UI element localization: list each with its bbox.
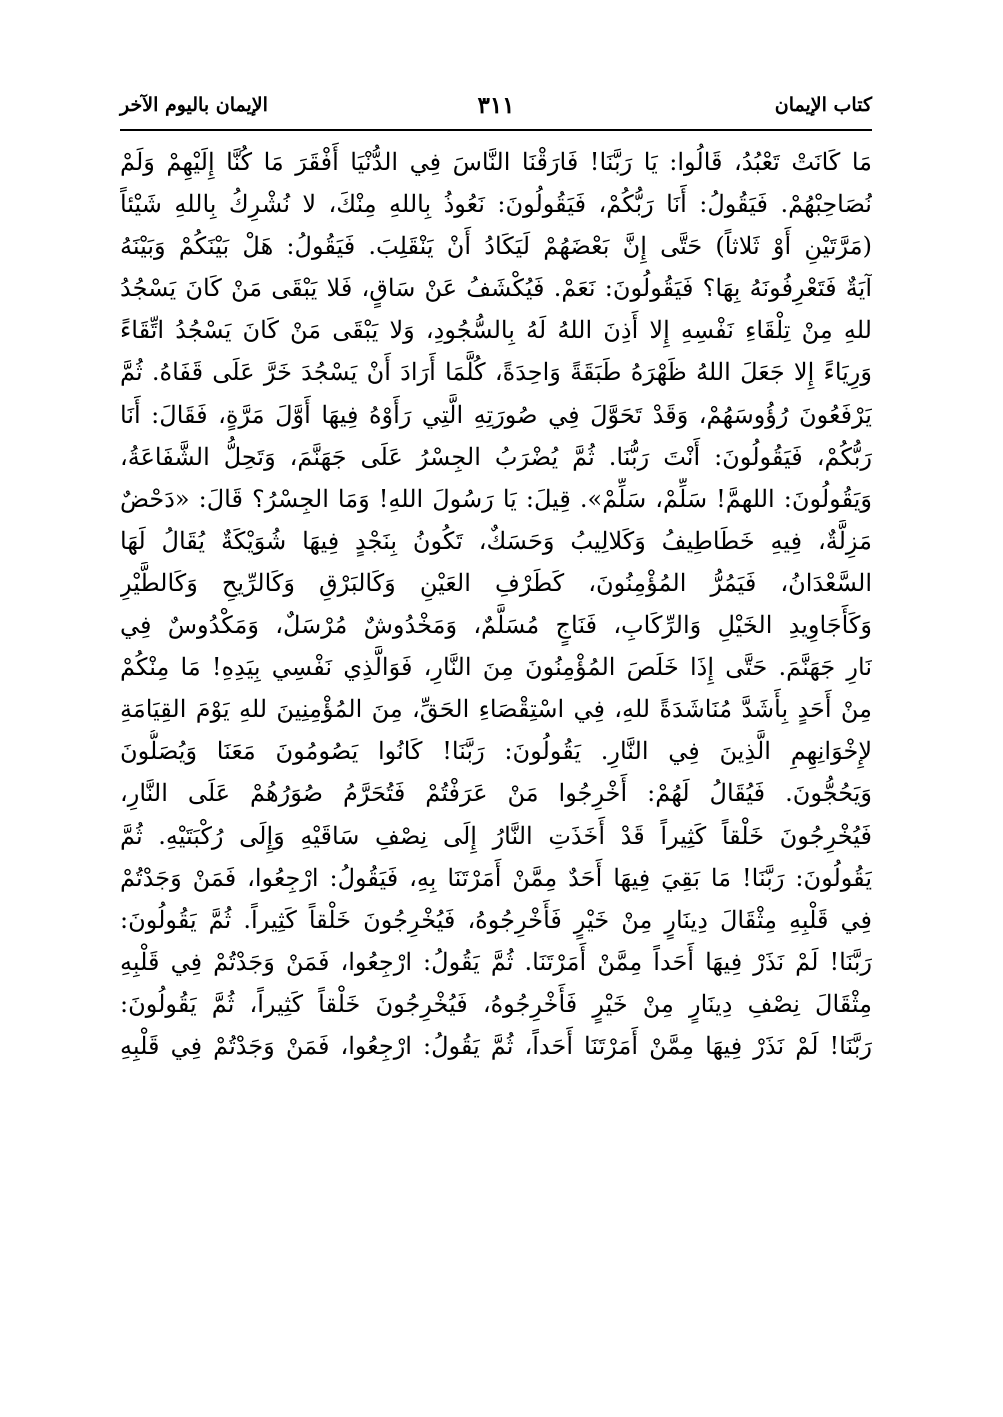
- header-chapter-title: الإيمان باليوم الآخر: [120, 94, 268, 116]
- text-line: رَبَّنَا! لَمْ نَذَرْ فِيهَا أَحَداً مِمَّنْ أَمَرْتَنَا. ثُمَّ يَقُولُ: ارْجِعُوا، فَمَنْ وَجَدْتُمْ فِي قَلْبِهِ: [120, 947, 872, 976]
- text-line: رَبَّنَا! لَمْ نَذَرْ فِيهَا مِمَّنْ أَمَرْتَنَا أَحَداً، ثُمَّ يَقُولُ: ارْجِعُوا، فَمَنْ وَجَدْتُمْ فِي قَلْبِهِ: [120, 1031, 872, 1060]
- body-text: [120, 141, 872, 1067]
- header-book-title: كتاب الإيمان: [774, 94, 872, 116]
- running-header: [120, 92, 872, 132]
- text-line: وَيَقُولُونَ: اللهمَّ! سَلِّمْ، سَلِّمْ». قِيلَ: يَا رَسُولَ اللهِ! وَمَا الجِسْرُ؟ قَالَ: «دَحْضٌ: [120, 484, 872, 513]
- text-line: مَزِلَّةٌ، فِيهِ خَطَاطِيفُ وَكَلالِيبُ وَحَسَكٌ، تَكُونُ بِنَجْدٍ فِيهَا شُوَيْكَةٌ يُقَالُ لَهَا: [120, 526, 872, 555]
- text-line: نَارِ جَهَنَّمَ. حَتَّى إِذَا خَلَصَ المُؤْمِنُونَ مِنَ النَّارِ، فَوَالَّذِي نَفْسِي بِيَدِهِ! مَا مِنْكُمْ: [120, 653, 872, 682]
- text-line: يَرْفَعُونَ رُؤُوسَهُمْ، وَقَدْ تَحَوَّلَ فِي صُورَتِهِ الَّتِي رَأَوْهُ فِيهَا أَوَّلَ مَرَّةٍ، فَقَالَ: أَنَا: [120, 400, 872, 429]
- text-line: مِنْ أَحَدٍ بِأَشَدَّ مُنَاشَدَةً للهِ، فِي اسْتِقْصَاءِ الحَقِّ، مِنَ المُؤْمِنِينَ للهِ يَوْمَ القِيَامَةِ: [120, 695, 872, 724]
- text-line: لإِخْوَانِهِمِ الَّذِينَ فِي النَّارِ. يَقُولُونَ: رَبَّنَا! كَانُوا يَصُومُونَ مَعَنَا وَيُصَلُّونَ: [120, 737, 872, 766]
- text-line: يَقُولُونَ: رَبَّنَا! مَا بَقِيَ فِيهَا أَحَدٌ مِمَّنْ أَمَرْتَنَا بِهِ، فَيَقُولُ: ارْجِعُوا، فَمَنْ وَجَدْتُمْ: [120, 863, 872, 892]
- text-line: نُصَاحِبْهُمْ. فَيَقُولُ: أَنَا رَبُّكُمْ، فَيَقُولُونَ: نَعُوذُ بِاللهِ مِنْكَ، لا نُشْرِكُ بِاللهِ شَيْئاً: [120, 190, 872, 219]
- text-line: آيَةٌ فَتَعْرِفُونَهُ بِهَا؟ فَيَقُولُونَ: نَعَمْ. فَيُكْشَفُ عَنْ سَاقٍ، فَلا يَبْقَى مَنْ كَانَ يَسْجُدُ: [120, 274, 872, 303]
- text-line: وَكَأَجَاوِيدِ الخَيْلِ وَالرِّكَابِ، فَنَاجٍ مُسَلَّمٌ، وَمَخْدُوشٌ مُرْسَلٌ، وَمَكْدُوسٌ فِي: [120, 611, 872, 640]
- text-line: السَّعْدَانُ، فَيَمُرُّ المُؤْمِنُونَ، كَطَرْفِ العَيْنِ وَكَالبَرْقِ وَكَالرِّيحِ وَكَالطَّيْرِ: [120, 568, 872, 597]
- text-line: للهِ مِنْ تِلْقَاءِ نَفْسِهِ إِلا أَذِنَ اللهُ لَهُ بِالسُّجُودِ، وَلا يَبْقَى مَنْ كَانَ يَسْجُدُ اتِّقَاءً: [120, 316, 872, 345]
- text-line: وَيَحُجُّونَ. فَيُقَالُ لَهُمْ: أَخْرِجُوا مَنْ عَرَفْتُمْ فَتُحَرَّمُ صُوَرُهُمْ عَلَى النَّارِ،: [120, 779, 872, 808]
- text-line: وَرِيَاءً إِلا جَعَلَ اللهُ ظَهْرَهُ طَبَقَةً وَاحِدَةً، كُلَّمَا أَرَادَ أَنْ يَسْجُدَ خَرَّ عَلَى قَفَاهُ. ثُمَّ: [120, 358, 872, 387]
- header-divider: [120, 129, 872, 131]
- text-line: رَبُّكُمْ، فَيَقُولُونَ: أَنْتَ رَبُّنَا. ثُمَّ يُضْرَبُ الجِسْرُ عَلَى جَهَنَّمَ، وَتَحِلُّ الشَّفَاعَةُ،: [120, 442, 872, 471]
- text-line: فِي قَلْبِهِ مِثْقَالَ دِينَارٍ مِنْ خَيْرٍ فَأَخْرِجُوهُ، فَيُخْرِجُونَ خَلْقاً كَثِيراً. ثُمَّ يَقُولُونَ:: [120, 905, 872, 934]
- text-line: (مَرَّتَيْنِ أَوْ ثَلاثاً) حَتَّى إِنَّ بَعْضَهُمْ لَيَكَادُ أَنْ يَنْقَلِبَ. فَيَقُولُ: هَلْ بَيْنَكُمْ وَبَيْنَهُ: [120, 232, 872, 261]
- text-line: مَا كَانَتْ تَعْبُدُ، قَالُوا: يَا رَبَّنَا! فَارَقْنَا النَّاسَ فِي الدُّنْيَا أَفْقَرَ مَا كُنَّا إِلَيْهِمْ وَلَمْ: [120, 148, 872, 176]
- text-line: فَيُخْرِجُونَ خَلْقاً كَثِيراً قَدْ أَخَذَتِ النَّارُ إِلَى نِصْفِ سَاقَيْهِ وَإِلَى رُكْبَتَيْهِ. ثُمَّ: [120, 821, 872, 850]
- text-line: مِثْقَالَ نِصْفِ دِينَارٍ مِنْ خَيْرٍ فَأَخْرِجُوهُ، فَيُخْرِجُونَ خَلْقاً كَثِيراً، ثُمَّ يَقُولُونَ:: [120, 989, 872, 1018]
- page-number: ٣١١: [477, 92, 515, 119]
